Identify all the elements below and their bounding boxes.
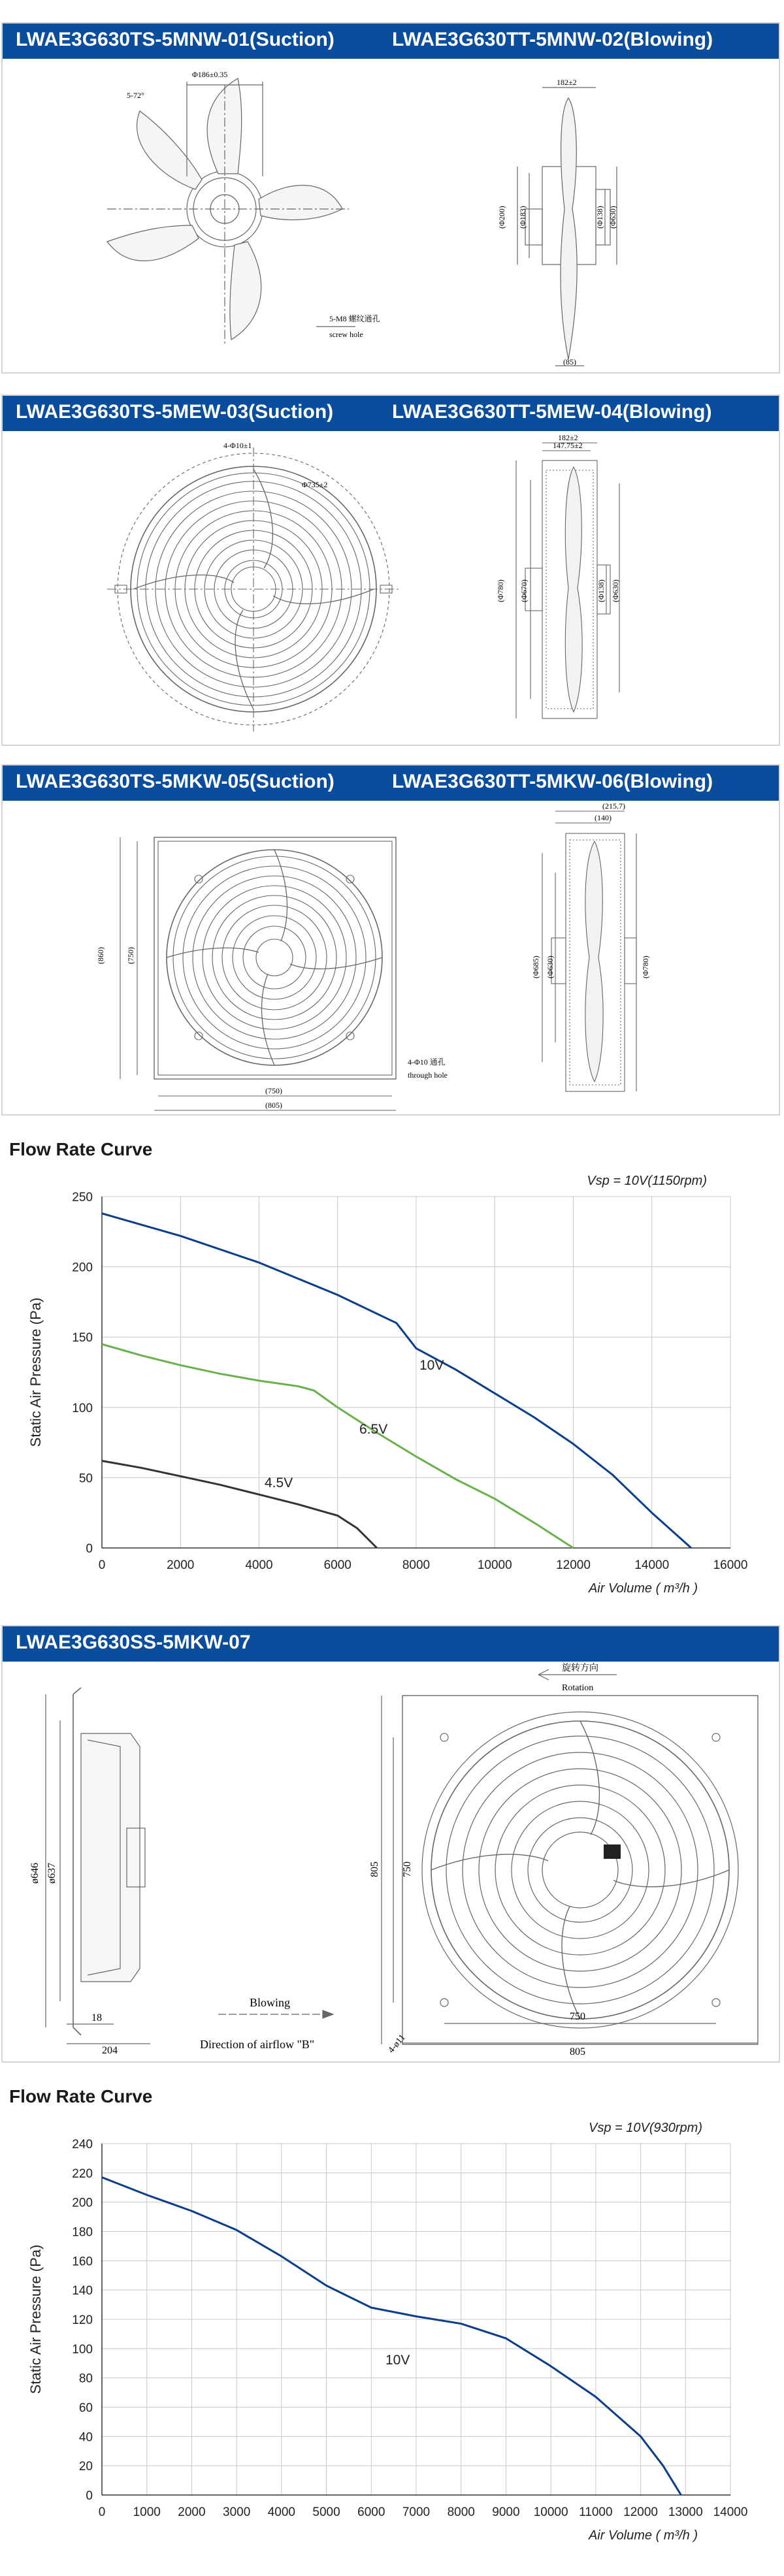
- x-tick-label: 5000: [312, 2505, 340, 2519]
- y-axis-title: Static Air Pressure (Pa): [27, 2244, 44, 2394]
- dim-label: (860): [96, 947, 105, 964]
- dim-label: 204: [102, 2045, 118, 2056]
- x-tick-label: 3000: [223, 2505, 251, 2519]
- y-tick-label: 20: [78, 2460, 93, 2474]
- dim-label: 182±2: [557, 78, 577, 87]
- y-tick-label: 200: [72, 2196, 93, 2210]
- y-tick-label: 120: [72, 2313, 93, 2327]
- x-tick-label: 10000: [477, 1558, 512, 1572]
- left-model-title: LWAE3G630TS-5MNW-01(Suction): [16, 29, 335, 50]
- dim-label: 18: [91, 2012, 102, 2023]
- dim-label: 182±2: [558, 433, 578, 442]
- x-axis-title: Air Volume ( m³/h ): [588, 1581, 698, 1596]
- y-tick-label: 160: [72, 2255, 93, 2269]
- dim-label: (Φ780): [496, 579, 505, 602]
- dim-label: (Φ670): [519, 579, 529, 602]
- technical-drawing: [3, 801, 779, 1114]
- dim-label: Φ735±2: [302, 480, 328, 489]
- x-tick-label: 1000: [133, 2505, 161, 2519]
- y-tick-label: 0: [86, 2489, 93, 2503]
- dim-label: 5-72°: [127, 91, 144, 100]
- dim-label: (Φ183): [518, 206, 527, 229]
- left-model-title: LWAE3G630TS-5MKW-05(Suction): [16, 771, 335, 792]
- dim-label: (Φ200): [497, 206, 506, 229]
- x-tick-label: 4000: [245, 1558, 273, 1572]
- dim-label: 5-M8 螺纹通孔: [329, 314, 380, 323]
- dim-label: through hole: [408, 1071, 448, 1080]
- section-header: [3, 24, 779, 59]
- dim-label: 750: [570, 2011, 585, 2022]
- product-section-3: [1, 764, 780, 1116]
- y-tick-label: 200: [72, 1261, 93, 1275]
- flow-rate-chart-1: [0, 1169, 784, 1620]
- dim-label: Φ186±0.35: [192, 70, 228, 79]
- y-tick-label: 100: [72, 1401, 93, 1415]
- dim-label: ø646: [29, 1863, 41, 1884]
- right-model-title: LWAE3G630TT-5MKW-06(Blowing): [392, 771, 713, 792]
- x-tick-label: 9000: [492, 2505, 520, 2519]
- model-title: LWAE3G630SS-5MKW-07: [16, 1632, 251, 1653]
- series-line-4.5V: [102, 1461, 377, 1548]
- y-tick-label: 80: [78, 2372, 93, 2386]
- technical-drawing: [3, 59, 779, 372]
- y-tick-label: 40: [78, 2430, 93, 2445]
- dim-label: (750): [126, 947, 135, 964]
- y-tick-label: 240: [72, 2138, 93, 2151]
- x-tick-label: 0: [98, 2505, 106, 2519]
- x-tick-label: 16000: [713, 1558, 748, 1572]
- dim-label: (215.7): [602, 801, 625, 811]
- dim-label: (Φ630): [608, 206, 617, 229]
- y-tick-label: 50: [78, 1472, 93, 1486]
- dim-label: 805: [369, 1861, 380, 1877]
- dim-label: (805): [265, 1101, 282, 1110]
- left-model-title: LWAE3G630TS-5MEW-03(Suction): [16, 401, 334, 423]
- section-header: [3, 396, 779, 431]
- x-tick-label: 8000: [402, 1558, 431, 1572]
- y-axis-title: Static Air Pressure (Pa): [27, 1297, 44, 1447]
- dim-label: (Φ138): [595, 206, 604, 229]
- right-model-title: LWAE3G630TT-5MEW-04(Blowing): [392, 401, 712, 423]
- dim-label: 4-Φ10±1: [223, 441, 252, 450]
- x-tick-label: 0: [98, 1558, 106, 1572]
- x-tick-label: 14000: [713, 2505, 748, 2519]
- flow-rate-heading: Flow Rate Curve: [9, 1139, 153, 1159]
- dim-label: 805: [570, 2046, 585, 2057]
- speed-annotation: Vsp = 10V(930rpm): [589, 2121, 702, 2135]
- series-line-10V: [102, 2178, 681, 2495]
- dim-label: screw hole: [329, 330, 363, 339]
- dim-label: (750): [265, 1086, 282, 1095]
- x-tick-label: 14000: [634, 1558, 670, 1572]
- y-tick-label: 250: [72, 1191, 93, 1204]
- flow-rate-heading: Flow Rate Curve: [9, 2086, 153, 2106]
- x-tick-label: 10000: [533, 2505, 568, 2519]
- x-tick-label: 2000: [178, 2505, 206, 2519]
- x-tick-label: 7000: [402, 2505, 431, 2519]
- dim-label: (140): [595, 813, 612, 822]
- flow-rate-chart-2: [0, 2116, 784, 2573]
- x-axis-title: Air Volume ( m³/h ): [588, 2528, 698, 2543]
- series-line-10V: [102, 1214, 691, 1548]
- dim-label: ø637: [46, 1863, 57, 1884]
- dim-label: 147.75±2: [553, 441, 583, 450]
- technical-drawing: [3, 1662, 779, 2060]
- right-model-title: LWAE3G630TT-5MNW-02(Blowing): [392, 29, 713, 50]
- y-tick-label: 220: [72, 2166, 93, 2181]
- product-section-1: [1, 22, 780, 374]
- rotation-label: Rotation: [562, 1683, 594, 1693]
- y-tick-label: 140: [72, 2284, 93, 2298]
- dim-label: 4-ø11: [386, 2033, 408, 2055]
- airflow-label: Blowing: [250, 1996, 291, 2009]
- series-label: 10V: [419, 1358, 444, 1373]
- y-tick-label: 180: [72, 2225, 93, 2240]
- x-tick-label: 12000: [556, 1558, 591, 1572]
- dim-label: (Φ630): [546, 956, 555, 978]
- y-tick-label: 150: [72, 1331, 93, 1345]
- dim-label: 4-Φ10 通孔: [408, 1057, 446, 1067]
- dim-label: 750: [402, 1861, 413, 1877]
- y-tick-label: 0: [86, 1542, 93, 1556]
- dim-label: (85): [563, 357, 576, 366]
- series-label: 4.5V: [265, 1475, 293, 1490]
- x-tick-label: 13000: [668, 2505, 703, 2519]
- x-tick-label: 8000: [447, 2505, 475, 2519]
- y-tick-label: 100: [72, 2342, 93, 2357]
- x-tick-label: 4000: [267, 2505, 295, 2519]
- x-tick-label: 6000: [323, 1558, 351, 1572]
- x-tick-label: 6000: [357, 2505, 385, 2519]
- series-label: 10V: [385, 2353, 410, 2368]
- product-section-4: [1, 1625, 780, 2063]
- section-header: [3, 765, 779, 801]
- x-tick-label: 12000: [623, 2505, 658, 2519]
- x-tick-label: 11000: [579, 2505, 613, 2519]
- y-tick-label: 60: [78, 2401, 93, 2415]
- speed-annotation: Vsp = 10V(1150rpm): [587, 1174, 707, 1188]
- x-tick-label: 2000: [167, 1558, 195, 1572]
- rotation-label: 旋转方向: [562, 1664, 598, 1673]
- dim-label: (Φ138): [596, 579, 606, 602]
- series-label: 6.5V: [359, 1422, 388, 1437]
- section-header: [3, 1626, 779, 1662]
- dim-label: (Φ630): [611, 579, 620, 602]
- airflow-direction-label: Direction of airflow "B": [200, 2038, 315, 2051]
- dim-label: (Φ780): [641, 956, 650, 978]
- technical-drawing: [3, 431, 779, 745]
- dim-label: (Φ685): [531, 956, 540, 978]
- product-section-2: [1, 394, 780, 746]
